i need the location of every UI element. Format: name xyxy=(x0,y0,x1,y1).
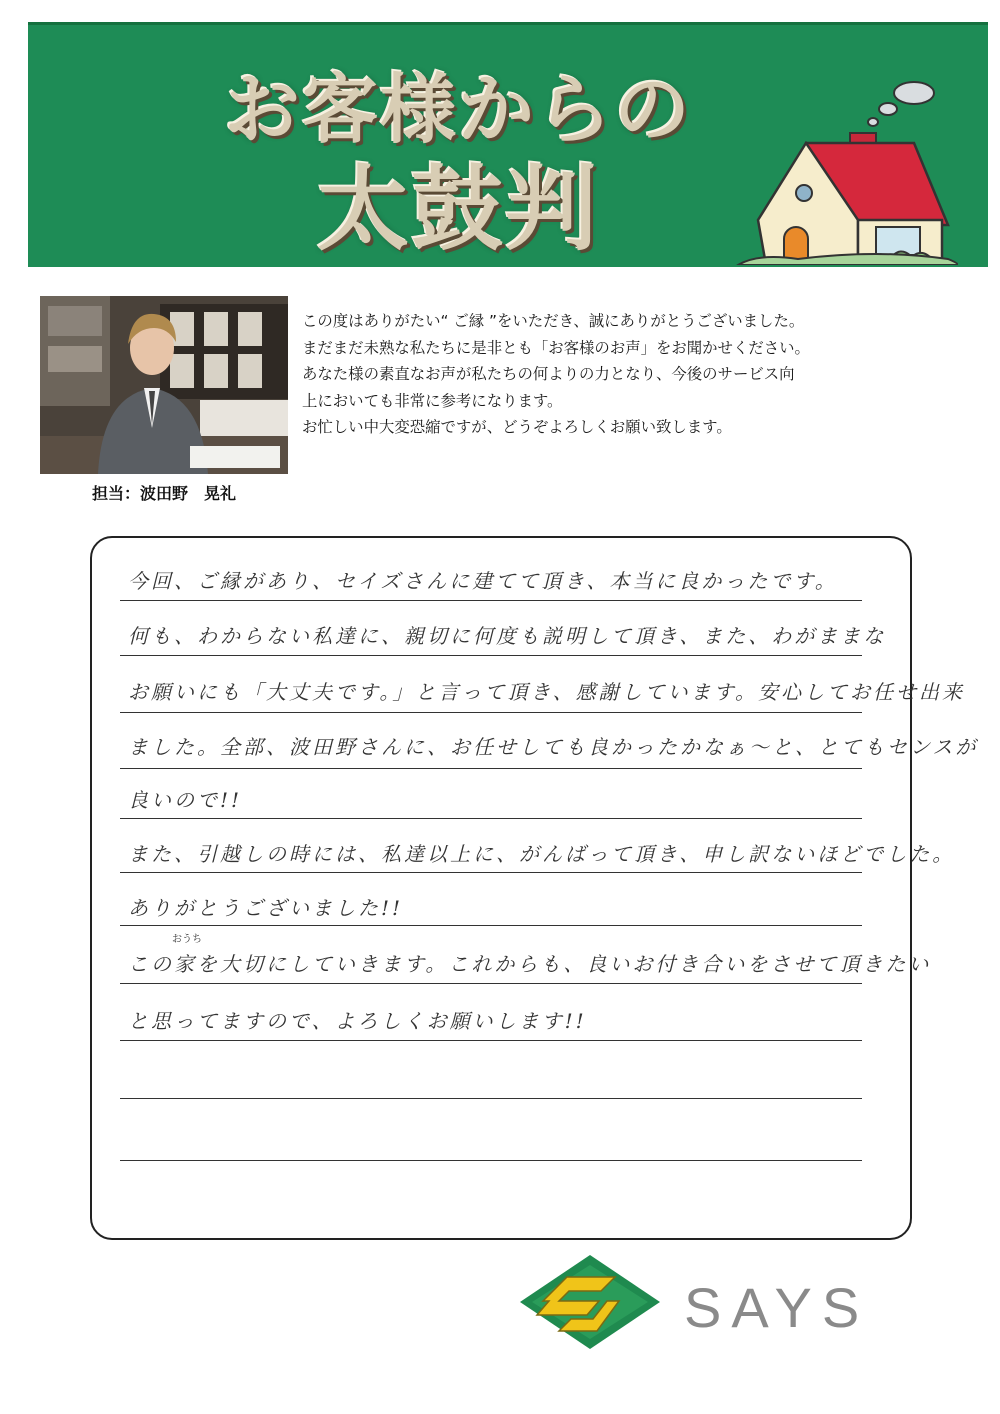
handwritten-line: と思ってますので、よろしくお願いします!! xyxy=(128,1009,587,1033)
intro-line: お忙しい中大変恐縮ですが、どうぞよろしくお願い致します。 xyxy=(302,418,732,436)
handwritten-line: 良いので!! xyxy=(128,788,243,812)
ruled-line xyxy=(120,655,862,656)
ruled-line xyxy=(120,768,862,769)
staff-caption: 担当：波田野 晃礼 xyxy=(91,484,236,503)
says-logo-icon xyxy=(515,1247,665,1357)
intro-line: この度はありがたい“ ご縁 ”をいただき、誠にありがとうございました。 xyxy=(302,312,805,330)
brand-name: SAYS xyxy=(684,1276,870,1339)
handwritten-line: この家を大切にしていきます。これからも、良いお付き合いをさせて頂きたい xyxy=(128,952,932,976)
handwritten-line: 今回、ご縁があり、セイズさんに建てて頂き、本当に良かったです。 xyxy=(128,569,838,593)
house-illustration xyxy=(718,75,958,265)
ruled-line xyxy=(120,1098,862,1099)
handwritten-line: ありがとうございました!! xyxy=(128,896,404,920)
intro-text xyxy=(302,308,942,441)
ruled-line xyxy=(120,1040,862,1041)
ruled-line xyxy=(120,983,862,984)
banner-title-line1: お客様からの xyxy=(224,65,692,154)
ruled-line xyxy=(120,872,862,873)
intro-line: 上においても非常に参考になります。 xyxy=(302,391,563,410)
ruled-line xyxy=(120,925,862,926)
ruled-line xyxy=(120,818,862,819)
intro-line: あなた様の素直なお声が私たちの何よりの力となり、今後のサービス向 xyxy=(302,365,795,383)
handwritten-line: 何も、わからない私達に、親切に何度も説明して頂き、また、わがままな xyxy=(128,624,887,648)
furigana: おうち xyxy=(172,934,202,945)
handwritten-line: お願いにも「大丈夫です。」と言って頂き、感謝しています。安心してお任せ出来 xyxy=(128,680,965,704)
ruled-line xyxy=(120,712,862,713)
header-banner xyxy=(28,22,988,267)
ruled-line xyxy=(120,600,862,601)
ruled-line xyxy=(120,1160,862,1161)
intro-line: まだまだ未熟な私たちに是非とも「お客様のお声」をお聞かせください。 xyxy=(302,338,810,357)
staff-photo xyxy=(40,296,288,474)
banner-title-line2: 太鼓判 xyxy=(316,156,599,263)
handwritten-line: ました。全部、波田野さんに、お任せしても良かったかなぁ～と、とてもセンスが xyxy=(128,735,979,759)
handwritten-line: また、引越しの時には、私達以上に、がんばって頂き、申し訳ないほどでした。 xyxy=(128,842,956,866)
